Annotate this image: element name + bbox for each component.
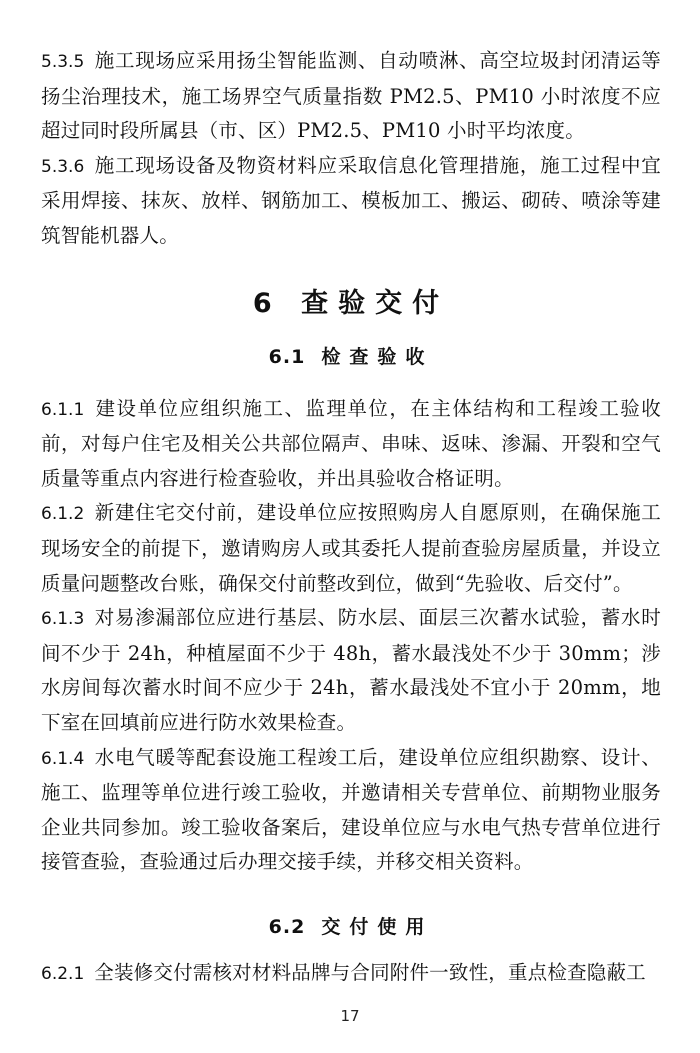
section-title-6-2	[41, 910, 661, 944]
page-content	[41, 44, 661, 991]
section-name: 检查验收	[321, 345, 434, 368]
clause-6-1-1	[41, 392, 661, 497]
section-name: 交付使用	[321, 915, 434, 938]
page-number: 17	[340, 1007, 360, 1025]
clause-text: 建设单位应组织施工、监理单位，在主体结构和工程竣工验收前，对每户住宅及相关公共部位隔声、串味、返味、渗漏、开裂和空气质量等重点内容进行检查验收，并出具验收合格证明。	[41, 396, 661, 490]
clause-number: 6.2.1	[41, 963, 85, 984]
clause-number: 6.1.2	[41, 504, 85, 525]
clause-number: 5.3.6	[41, 156, 85, 177]
clause-text: 新建住宅交付前，建设单位应按照购房人自愿原则，在确保施工现场安全的前提下，邀请购房人或其委托人提前查验房屋质量，并设立质量问题整改台账，确保交付前整改到位，做到“先验收、后交付”。	[41, 501, 661, 595]
clause-text: 全装修交付需核对材料品牌与合同附件一致性，重点检查隐蔽工	[94, 960, 646, 984]
clause-text: 对易渗漏部位应进行基层、防水层、面层三次蓄水试验，蓄水时间不少于 24h，种植屋面不少于 48h，蓄水最浅处不少于 30mm；涉水房间每次蓄水时间不应少于 24h，蓄水最浅处不宜小于 20mm，地下室在回填前应进行防水效果检查。	[41, 606, 661, 734]
clause-number: 6.1.1	[41, 399, 85, 420]
clause-6-2-1	[41, 956, 661, 992]
clause-5-3-6	[41, 149, 661, 254]
clause-6-1-2	[41, 496, 661, 601]
clause-6-1-4	[41, 741, 661, 880]
section-number: 6.2	[268, 915, 306, 938]
section-title-6-1	[41, 340, 661, 374]
clause-text: 水电气暖等配套设施工程竣工后，建设单位应组织勘察、设计、施工、监理等单位进行竣工验收，并邀请相关专营单位、前期物业服务企业共同参加。竣工验收备案后，建设单位应与水电气热专营单位进行接管查验，查验通过后办理交接手续，并移交相关资料。	[41, 745, 661, 874]
clause-6-1-3	[41, 601, 661, 740]
clause-number: 5.3.5	[41, 52, 85, 72]
section-number: 6.1	[268, 345, 306, 368]
clause-number: 6.1.4	[41, 748, 85, 769]
clause-text: 施工现场设备及物资材料应采取信息化管理措施，施工过程中宜采用焊接、抹灰、放样、钢筋加工、模板加工、搬运、砌砖、喷涂等建筑智能机器人。	[41, 153, 661, 247]
clause-text: 施工现场应采用扬尘智能监测、自动喷淋、高空垃圾封闭清运等扬尘治理技术，施工场界空气质量指数 PM2.5、PM10 小时浓度不应超过同时段所属县（市、区）PM2.5、PM10 小时平均浓度。	[41, 49, 661, 143]
clause-number: 6.1.3	[41, 609, 85, 630]
chapter-title: 6 查验交付	[252, 287, 450, 319]
clause-5-3-5	[41, 44, 661, 149]
